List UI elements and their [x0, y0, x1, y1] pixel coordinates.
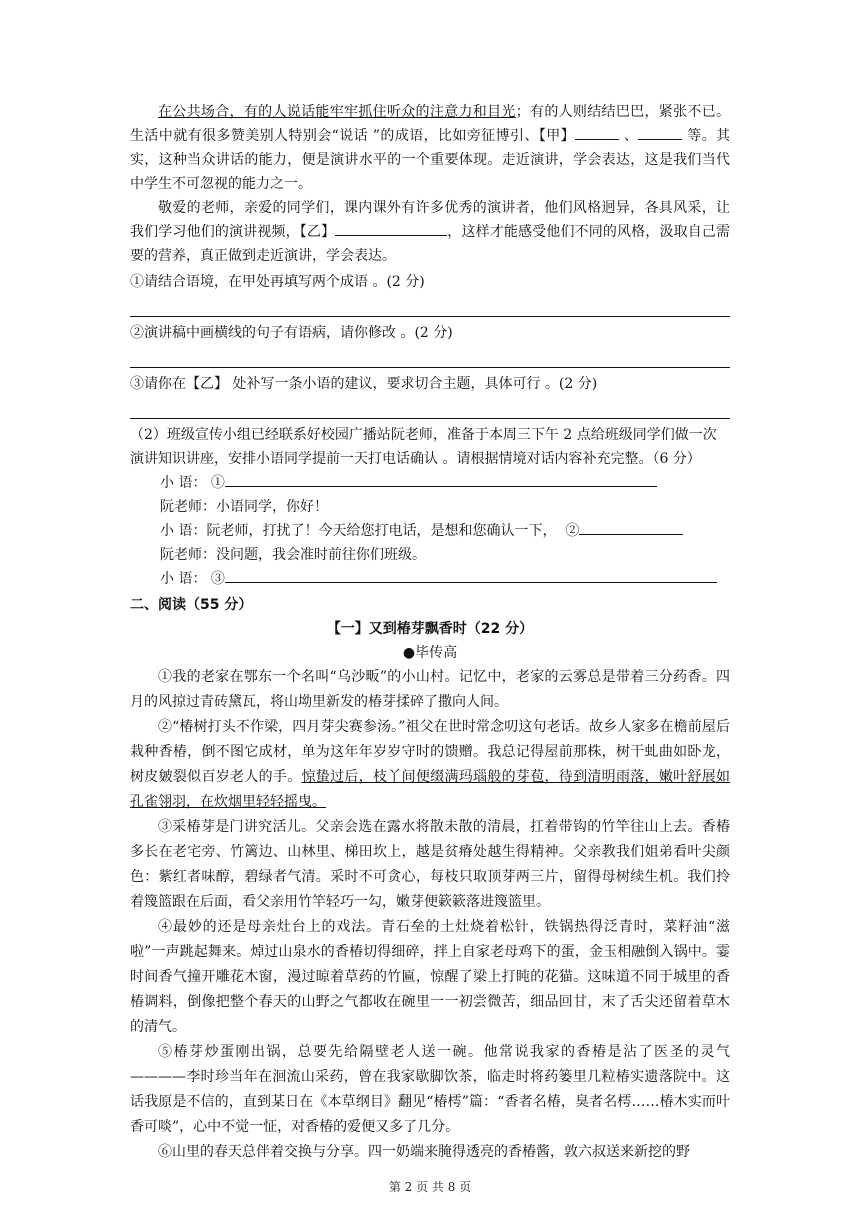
section-heading: 二、阅读（55 分）	[130, 597, 253, 613]
dialog-speaker-5: 小 语： ③	[160, 571, 225, 587]
dialog-block	[130, 471, 730, 591]
question-2: ②演讲稿中画横线的句子有语病，请你修改 。(2 分)	[130, 325, 453, 341]
page-footer: 第 2 页 共 8 页	[388, 1180, 472, 1194]
dialog-speaker-3: 小 语：阮老师，打扰了！今天给您打电话，是想和您确认一下，	[160, 523, 557, 539]
article-para-4: ④最妙的还是母亲灶台上的戏法。青石垒的土灶烧着松针，铁锅热得泛青时，菜籽油“滋啦”一声跳起舞来。焯过山泉水的香椿切得细碎，拌上自家老母鸡下的蛋，金玉相融倒入锅中。霎时间香气撞开雕花木窗，漫过晾着草药的竹匾，惊醒了梁上打盹的花猫。这味道不同于城里的香椿调料，倒像把整个春天的山野之气都收在碗里一一初尝微苦，细品回甘，末了舌尖还留着草木的清气。	[130, 919, 730, 1035]
para2-underlined: 惊蛰过后，枝丫间便缀满玛瑙般的芽苞，待到清明雨落，嫩叶舒展如孔雀翎羽，在炊烟里轻轻摇曳。	[130, 769, 731, 810]
p2-text-a: 敬爱的老师，亲爱的同学们，课内课外有许多优秀的演讲者，他们风格迥异，各具风采，让我们学习他们的演讲视频，【乙】	[130, 200, 730, 240]
speech-paragraph-2	[130, 196, 730, 268]
answer-line-1	[130, 294, 730, 317]
dialog-line-3	[160, 519, 730, 543]
intro-text: ；有的人则结结巴巴，紧张不已。生活中就有很多赞美别人特别会“说话 ”的成语，比如旁征博引、【甲】	[130, 104, 731, 144]
article-author: ●毕传高	[402, 645, 458, 661]
dialog-blank-3	[225, 568, 717, 583]
article-para-3: ③采椿芽是门讲究活儿。父亲会选在露水将散未散的清晨，扛着带钩的竹竿往山上去。香椿多长在老宅旁、竹篱边、山林里、梯田坎上，越是贫瘠处越生得精神。父亲教我们姐弟看叶尖颜色：紫红者味醇，碧绿者气清。采时不可贪心，每枝只取顶芽两三片，留得母树续生机。我们拎着篾篮跟在后面，看父亲用竹竿轻巧一勾，嫩芽便簌簌落进篾篮里。	[130, 819, 730, 910]
question-1: ①请结合语境，在甲处再填写两个成语 。(2 分)	[130, 274, 425, 290]
article-para-1: ①我的老家在鄂东一个名叫“乌沙畈”的小山村。记忆中，老家的云雾总是带着三分药香。四月的风掠过青砖黛瓦，将山坳里新发的椿芽揉碎了撒向人间。	[130, 669, 730, 710]
answer-line-3	[130, 396, 730, 419]
document-page	[130, 100, 730, 1165]
dialog-blank-1	[225, 472, 657, 487]
dialog-line-5	[160, 567, 730, 591]
part2-prompt: （2）班级宣传小组已经联系好校园广播站阮老师，准备于本周三下午 2 点给班级同学们做一次演讲知识讲座，安排小语同学提前一天打电话确认 。请根据情境对话内容补充完整。（6 分）	[130, 427, 717, 467]
article-title: 【一】又到椿芽飘香时（22 分）	[326, 621, 534, 637]
dialog-speaker-1: 小 语： ①	[160, 475, 225, 491]
para2-text: ②“椿树打头不作梁，四月芽尖赛参汤。”祖父在世时常念叨这句老话。故乡人家多在檐前屋后栽种香椿，倒不图它成材，单为这年年岁岁守时的馈赠。我总记得屋前那株，树干虬曲如卧龙，树皮皴裂似百岁老人的手。	[130, 719, 730, 785]
underlined-sentence: 在公共场合，有的人说话能牢牢抓住听众的注意力和目光	[158, 104, 516, 120]
answer-line-2	[130, 345, 730, 368]
article-body	[130, 665, 730, 1165]
blank-jia-2	[638, 125, 682, 140]
dialog-line-1	[160, 471, 730, 495]
dialog-line-4: 阮老师：没问题，我会准时前往你们班级。	[160, 547, 426, 563]
article-para-6: ⑥山里的春天总伴着交换与分享。四一奶端来腌得透亮的香椿酱，敦六叔送来新挖的野	[158, 1144, 690, 1160]
article-para-2	[130, 715, 730, 815]
blank-jia-1	[575, 125, 619, 140]
intro-sep: 、	[623, 128, 639, 144]
dialog-line-2: 阮老师：小语同学，你好！	[160, 499, 328, 515]
p2-text-b: ，这样才能感受他们不同的风格，汲取自己需要的营养，真正做到走近演讲，学会表达。	[130, 224, 731, 264]
intro-paragraph	[130, 100, 730, 196]
dialog-blank-2	[579, 520, 683, 535]
intro-end: 等。其实，这种当众讲话的能力，便是演讲水平的一个重要体现。走近演讲，学会表达，这是我们当代中学生不可忽视的能力之一。	[130, 128, 731, 192]
question-3: ③请你在【乙】 处补写一条小语的建议，要求切合主题，具体可行 。(2 分)	[130, 376, 598, 392]
article-para-5: ⑤椿芽炒蛋刚出锅，总要先给隔壁老人送一碗。他常说我家的香椿是沾了医圣的灵气————李时珍当年在洄流山采药，曾在我家歇脚饮茶，临走时将药篓里几粒椿实遗落院中。这话我原是不信的，直到某日在《本草纲目》翻见“椿樗”篇：“香者名椿，臭者名樗……椿木实而叶香可啖”，心中不觉一怔，对香椿的爱便又多了几分。	[130, 1044, 730, 1135]
dialog-blank-label-2: ②	[565, 523, 580, 539]
blank-yi	[335, 221, 447, 236]
